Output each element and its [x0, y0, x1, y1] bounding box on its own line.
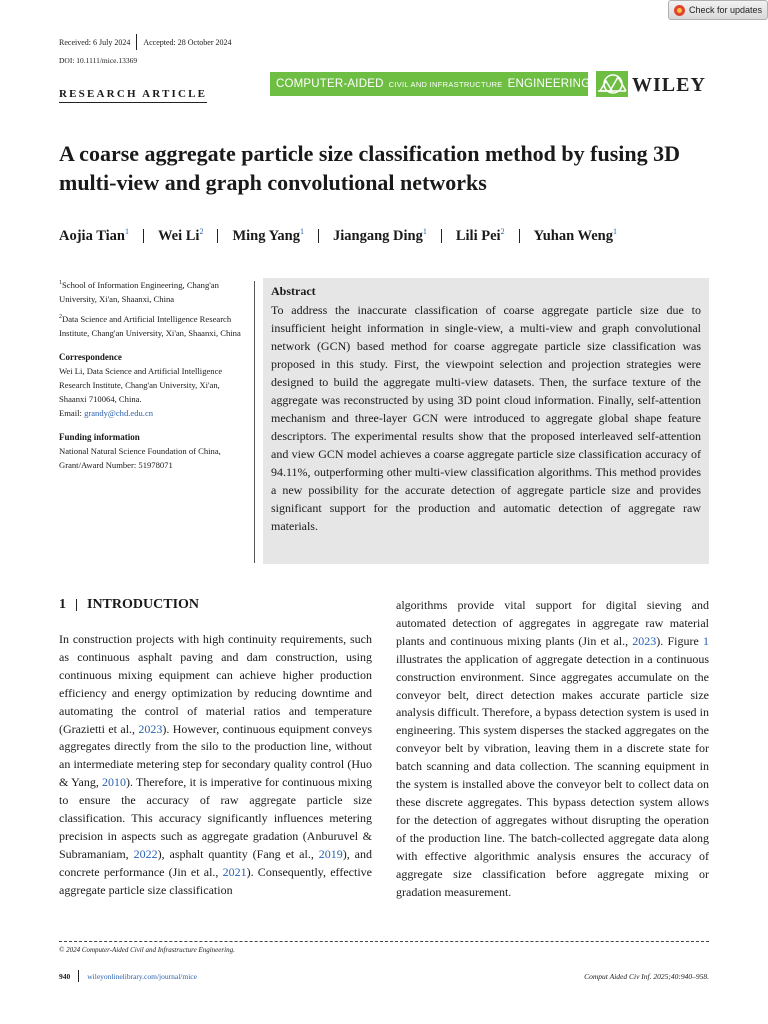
funding-heading: Funding information [59, 431, 140, 442]
abstract-heading: Abstract [271, 284, 316, 298]
article-info-sidebar [59, 276, 245, 472]
section-number: 1 [59, 597, 66, 612]
affiliation: $^1$School of Information Engineering, Chang'an University, Xi'an, Shaanxi, China [59, 279, 219, 304]
footer-divider [59, 941, 709, 942]
divider [143, 229, 144, 243]
affiliation-marker: 1 [422, 227, 427, 236]
figure-link[interactable]: 1 [703, 633, 709, 648]
affiliation-marker: 1 [300, 227, 304, 236]
check-for-updates-label: Check for updates [689, 5, 763, 15]
body-column-left: In construction projects with high continuity requirements, such as continuous asphalt paving and dam construction, using continuous mixing equipment can achieve higher production efficiency and energy optimization by reducing downtime and automating the control of material ratios and temperature (Grazietti et al., 2023). However, continuous equipment conveys aggregates directly from the silo to the production line, without an intermediate metering step for secondary quality control (Huo & Yang, 2010). Therefore, it is imperative for continuous mixing to ensure the accuracy of raw aggregate particle size classification. This accuracy significantly influences metering precision in aspects such as aggregate gradation (Anburuvel & Subramaniam, 2022), asphalt quantity (Fang et al., 2019), and concrete performance (Jin et al., 2021). Consequently, effective aggregate particle size classification [59, 632, 373, 897]
section-heading [59, 597, 199, 613]
author-name[interactable]: Wei Li$^2$ [157, 227, 204, 244]
author-name[interactable]: Lili Pei$^2$ [455, 227, 505, 244]
citation-link[interactable]: 2019 [318, 846, 343, 861]
article-dates [59, 34, 232, 50]
doi: DOI: 10.1111/mice.13369 [59, 56, 138, 65]
citation-link[interactable]: 2022 [133, 846, 158, 861]
copyright: © 2024 Computer-Aided Civil and Infrastructure Engineering. [59, 946, 235, 954]
citation-link[interactable]: 2010 [102, 775, 127, 790]
abstract-text: To address the inaccurate classification of coarse aggregate particle size due to insufficient height information in single-view, a multi-view and graph convolutional network (GCN) based method for coarse aggregate particle size classification was proposed in this study. First, the viewpoint selection and projection strategies were designed to build the aggregate multi-view datasets. Then, the surface texture of the aggregate was reconstructed by using 3D point cloud information. Finally, self-attention mechanism and three-layer GCN were introduced to aggregate global shape feature descriptors. The experimental results show that the proposed interleaved self-attention and view GCN model achieves a coarse aggregate particle size classification accuracy of 94.11%, outperforming other multi-view classification algorithms. This method provides a new possibility for the accurate detection of aggregate particle size and provides significant support for the production and automatic detection of aggregate raw materials. [271, 303, 701, 533]
page-footer [59, 970, 709, 982]
author-name[interactable]: Aojia Tian$^1$ [59, 227, 129, 244]
journal-url-link[interactable]: wileyonlinelibrary.com/journal/mice [87, 971, 197, 981]
author-list [59, 227, 617, 245]
author-name[interactable]: Ming Yang$^1$ [232, 227, 304, 244]
author-name[interactable]: Jiangang Ding$^1$ [333, 227, 427, 244]
journal-name-part1: COMPUTER-AIDED [276, 78, 384, 90]
received-date: Received: 6 July 2024 [59, 37, 131, 47]
affiliation-marker: 2 [199, 227, 204, 236]
divider [217, 229, 218, 243]
divider [519, 229, 520, 243]
check-for-updates-button[interactable] [668, 0, 768, 20]
citation-link[interactable]: 2023 [632, 633, 657, 648]
journal-name-part3: ENGINEERING [507, 78, 591, 90]
correspondence-heading: Correspondence [59, 351, 122, 362]
journal-citation: Comput Aided Civ Inf. 2025;40:940–958. [584, 971, 709, 981]
section-title: INTRODUCTION [87, 597, 200, 612]
email-link[interactable]: grandy@chd.edu.cn [84, 407, 154, 418]
abstract [263, 278, 709, 564]
journal-logo-icon [596, 71, 628, 97]
journal-banner [270, 72, 591, 96]
affiliation-marker: 1 [612, 227, 617, 236]
citation-link[interactable]: 2021 [222, 864, 247, 879]
citation-link[interactable]: 2023 [138, 721, 163, 736]
divider [78, 970, 79, 982]
body-column-right: algorithms provide vital support for digital sieving and automated detection of aggregates in aggregate raw material plants and continuous mixing plants (Jin et al., 2023). Figure 1 illustrates the application of aggregate detection in a continuous construction environment. Since aggregates accumulate on the conveyor belt, direct detection makes accurate particle size analysis difficult. Therefore, a bypass detection system is used in engineering. This system disperses the stacked aggregates on the conveyor belt by vibration, leaving them in a discrete state for batch scanning and data collection. The scanning equipment in the system is installed above the conveyor belt to collect data on these discrete aggregates. This bypass detection system allows for the detection of aggregates without disrupting the operation of the production line. The batch-collected aggregate data along with effective algorithmic analysis ensures the accuracy of aggregate size classification before aggregate mixing or gradation measurement. [396, 598, 709, 899]
crossmark-icon [674, 5, 685, 16]
affiliation: $^2$Data Science and Artificial Intelligence Research Institute, Chang'an University, Xi'an, Shaanxi, China [59, 313, 241, 338]
publisher-logo: WILEY [632, 74, 706, 96]
accepted-date: Accepted: 28 October 2024 [143, 37, 232, 47]
page-number: 940 [59, 971, 71, 981]
affiliation-marker: 1 [124, 227, 129, 236]
divider [136, 34, 137, 50]
author-name[interactable]: Yuhan Weng$^1$ [533, 227, 617, 244]
affiliation-marker: 2 [500, 227, 505, 236]
divider [318, 229, 319, 243]
article-type: RESEARCH ARTICLE [59, 88, 207, 103]
divider [254, 281, 255, 563]
divider [441, 229, 442, 243]
funding-text: National Natural Science Foundation of China, Grant/Award Number: 51978071 [59, 445, 221, 470]
article-title: A coarse aggregate particle size classification method by fusing 3D multi-view and graph convolutional networks [59, 141, 681, 195]
divider [76, 599, 77, 611]
correspondence-text: Wei Li, Data Science and Artificial Intelligence Research Institute, Chang'an University, Xi'an, Shaanxi 710064, China. Email: grandy@chd.edu.cn [59, 365, 223, 418]
journal-name-part2: CIVIL AND INFRASTRUCTURE [388, 79, 503, 89]
